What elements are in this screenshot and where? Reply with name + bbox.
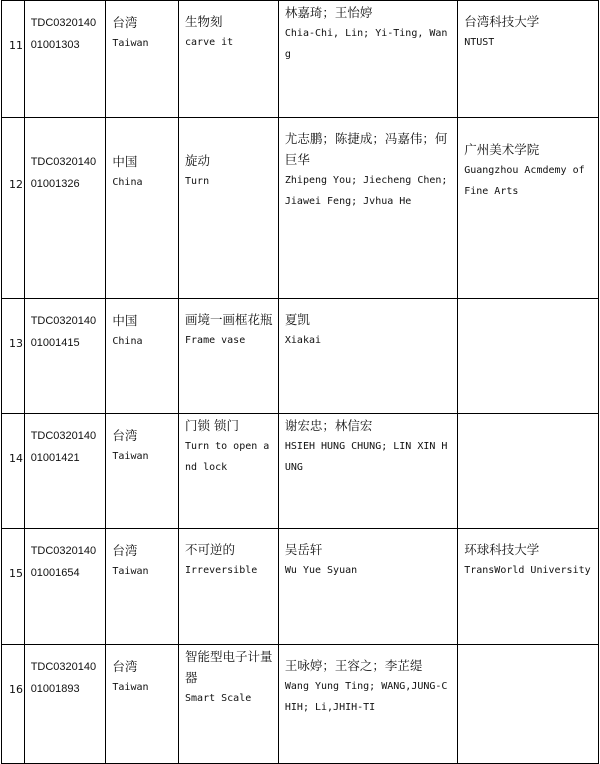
region-cell [106, 1, 179, 118]
row-number: 15 [9, 567, 23, 580]
entry-id-cell [24, 414, 106, 529]
row-number-cell [2, 529, 25, 645]
region-cell [106, 299, 179, 414]
region-cell [106, 414, 179, 529]
authors-cell [278, 1, 457, 118]
title-cell [179, 529, 279, 645]
authors-cn: 谢宏忠；林信宏 [284, 418, 373, 433]
authors-en: Xiakai [284, 335, 322, 346]
school-cell [458, 118, 599, 299]
entry-id-line1: TDC0320140 [30, 156, 97, 168]
table-row [2, 414, 599, 529]
authors-cell [278, 118, 457, 299]
region-cell [106, 529, 179, 645]
authors-cell [278, 529, 457, 645]
entry-id-line1: TDC0320140 [30, 17, 97, 29]
authors-cell [278, 645, 457, 764]
authors-cn: 夏凯 [284, 312, 310, 327]
entry-id [31, 299, 102, 354]
title-cn: 智能型电子计量器 [185, 649, 273, 685]
school-cn: 环球科技大学 [464, 542, 540, 557]
entry-id-cell [24, 529, 106, 645]
row-number: 16 [9, 683, 23, 696]
entry-id-line2: 01001326 [30, 178, 80, 190]
entry-id-cell [24, 299, 106, 414]
row-number-cell [2, 118, 25, 299]
school-cn: 台湾科技大学 [464, 14, 540, 29]
region-en: Taiwan [112, 682, 149, 693]
region-cn: 台湾 [112, 659, 138, 674]
authors-cn: 吴岳轩 [284, 542, 323, 557]
authors-cell [278, 299, 457, 414]
entry-id-line1: TDC0320140 [30, 545, 97, 557]
entry-id-line1: TDC0320140 [30, 661, 97, 673]
row-number: 14 [9, 452, 23, 465]
title-cell [179, 645, 279, 764]
entry-id-line2: 01001415 [30, 337, 80, 349]
row-number-cell [2, 1, 25, 118]
authors-cn: 尤志鹏；陈捷成；冯嘉伟；何巨华 [284, 131, 448, 167]
title-cell [179, 1, 279, 118]
title-en: Smart Scale [185, 693, 252, 704]
region-cn: 中国 [112, 313, 138, 328]
region-en: Taiwan [112, 451, 149, 462]
region-en: China [112, 336, 143, 347]
title-en: Turn [185, 176, 210, 187]
entry-id-cell [24, 1, 106, 118]
region-cn: 台湾 [112, 428, 138, 443]
school-cell [458, 529, 599, 645]
title-cn: 旋动 [185, 153, 211, 168]
region-en: Taiwan [112, 38, 149, 49]
school-cn: 广州美术学院 [464, 142, 540, 157]
title-cell [179, 299, 279, 414]
entry-id-line2: 01001303 [30, 39, 80, 51]
table-row [2, 299, 599, 414]
awards-table [1, 0, 599, 764]
row-number-cell [2, 299, 25, 414]
region-cell [106, 118, 179, 299]
authors-en: HSIEH HUNG CHUNG; LIN XIN HUNG [284, 441, 448, 473]
school-cell [458, 645, 599, 764]
entry-id-line2: 01001893 [30, 683, 80, 695]
region-cell [106, 645, 179, 764]
title-cell [179, 118, 279, 299]
entry-id [31, 1, 102, 56]
entry-id [31, 645, 102, 700]
entry-id [31, 529, 102, 584]
region-cn: 台湾 [112, 543, 138, 558]
title-cn: 生物刻 [185, 14, 223, 29]
entry-id [31, 414, 102, 469]
title-en: Turn to open and lock [185, 441, 270, 473]
school-en: Guangzhou Acmdemy of Fine Arts [464, 165, 591, 197]
title-en: Irreversible [185, 565, 258, 576]
entry-id-line2: 01001654 [30, 567, 80, 579]
title-en: carve it [185, 37, 234, 48]
title-cn: 画境一画框花瓶 [185, 312, 273, 327]
school-cell [458, 299, 599, 414]
table-row [2, 529, 599, 645]
school-cell [458, 1, 599, 118]
authors-en: Chia-Chi, Lin; Yi-Ting, Wang [284, 28, 448, 60]
title-cn: 不可逆的 [185, 542, 236, 557]
row-number: 13 [9, 337, 23, 350]
school-en: NTUST [464, 37, 495, 48]
row-number: 12 [9, 178, 23, 191]
table-row [2, 1, 599, 118]
entry-id-line1: TDC0320140 [30, 430, 97, 442]
table-row [2, 645, 599, 764]
authors-cn: 王咏婷；王容之；李芷缇 [284, 658, 423, 673]
title-en: Frame vase [185, 335, 246, 346]
region-en: China [112, 177, 143, 188]
entry-id-line2: 01001421 [30, 452, 80, 464]
row-number-cell [2, 645, 25, 764]
authors-en: Wu Yue Syuan [284, 565, 358, 576]
authors-en: Zhipeng You; Jiecheng Chen; Jiawei Feng; Jvhua He [284, 175, 454, 207]
authors-cn: 林嘉琦；王怡婷 [284, 5, 373, 20]
region-cn: 中国 [112, 154, 138, 169]
row-number: 11 [9, 39, 23, 52]
entry-id [31, 118, 102, 195]
entry-id-cell [24, 645, 106, 764]
region-en: Taiwan [112, 566, 149, 577]
title-cell [179, 414, 279, 529]
entry-id-cell [24, 118, 106, 299]
title-cn: 门锁 锁门 [185, 418, 239, 433]
school-en: TransWorld University [464, 565, 591, 576]
entry-id-line1: TDC0320140 [30, 315, 97, 327]
authors-en: Wang Yung Ting; WANG,JUNG-CHIH; Li,JHIH-TI [284, 681, 448, 713]
region-cn: 台湾 [112, 15, 138, 30]
table-row [2, 118, 599, 299]
school-cell [458, 414, 599, 529]
authors-cell [278, 414, 457, 529]
row-number-cell [2, 414, 25, 529]
awards-table-body [2, 1, 599, 764]
